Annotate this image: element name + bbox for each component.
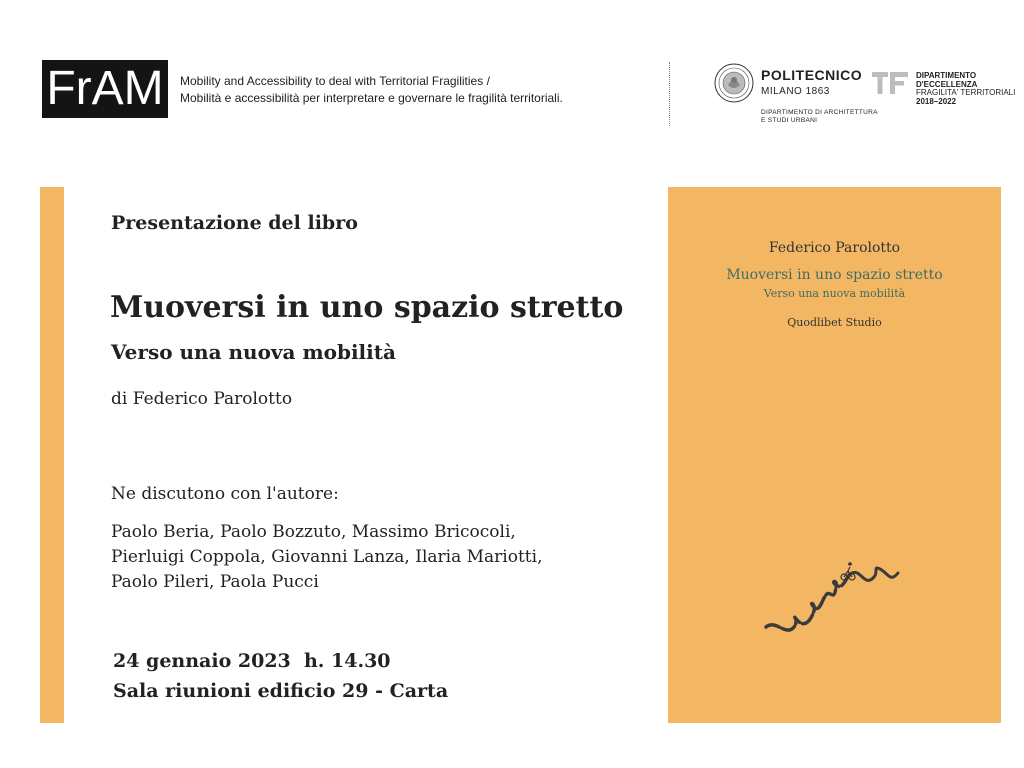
fram-tagline <box>180 73 563 107</box>
discussants-list <box>111 520 542 595</box>
cover-title: Muoversi in uno spazio stretto <box>726 267 943 283</box>
event-date: 24 gennaio 2023 h. 14.30 <box>113 650 391 672</box>
cover-publisher: Quodlibet Studio <box>787 316 882 329</box>
excellence-line-2: D'ECCELLENZA <box>916 79 978 89</box>
politecnico-department <box>761 109 878 125</box>
excellence-label <box>916 72 1015 106</box>
cover-author: Federico Parolotto <box>768 240 901 256</box>
cover-subtitle: Verso una nuova mobilità <box>763 287 906 300</box>
politecnico-name: POLITECNICO <box>761 67 863 83</box>
book-title: Muoversi in uno spazio stretto <box>110 290 624 325</box>
tf-logo-icon <box>872 72 908 94</box>
tagline-english: Mobility and Accessibility to deal with Territorial Fragilities / <box>180 74 490 88</box>
book-author: di Federico Parolotto <box>111 389 293 409</box>
politecnico-city: MILANO 1863 <box>761 86 830 97</box>
event-label: Presentazione del libro <box>111 212 358 234</box>
discussants-line-1: Paolo Beria, Paolo Bozzuto, Massimo Bricocoli, <box>111 522 516 542</box>
book-cover <box>668 187 1001 723</box>
department-line-1: DIPARTIMENTO DI ARCHITETTURA <box>761 109 878 116</box>
book-subtitle: Verso una nuova mobilità <box>111 340 396 364</box>
event-venue: Sala riunioni edificio 29 - Carta <box>113 680 449 702</box>
discussants-line-3: Paolo Pileri, Paola Pucci <box>111 572 319 592</box>
department-line-2: E STUDI URBANI <box>761 117 818 124</box>
excellence-line-3: FRAGILITA' TERRITORIALI <box>916 88 1016 97</box>
discussants-label: Ne discutono con l'autore: <box>111 484 339 504</box>
header-divider <box>669 62 670 126</box>
excellence-line-1: DIPARTIMENTO <box>916 71 977 80</box>
tagline-italian: Mobilità e accessibilità per interpretare e governare le fragilità territoriali. <box>180 91 563 105</box>
excellence-line-4: 2018–2022 <box>916 96 957 106</box>
accent-bar <box>40 187 64 723</box>
discussants-line-2: Pierluigi Coppola, Giovanni Lanza, Ilaria Mariotti, <box>111 547 543 567</box>
politecnico-seal-icon <box>714 63 754 103</box>
cyclist-path-icon <box>764 555 904 647</box>
fram-logo: FrAM <box>42 60 168 118</box>
